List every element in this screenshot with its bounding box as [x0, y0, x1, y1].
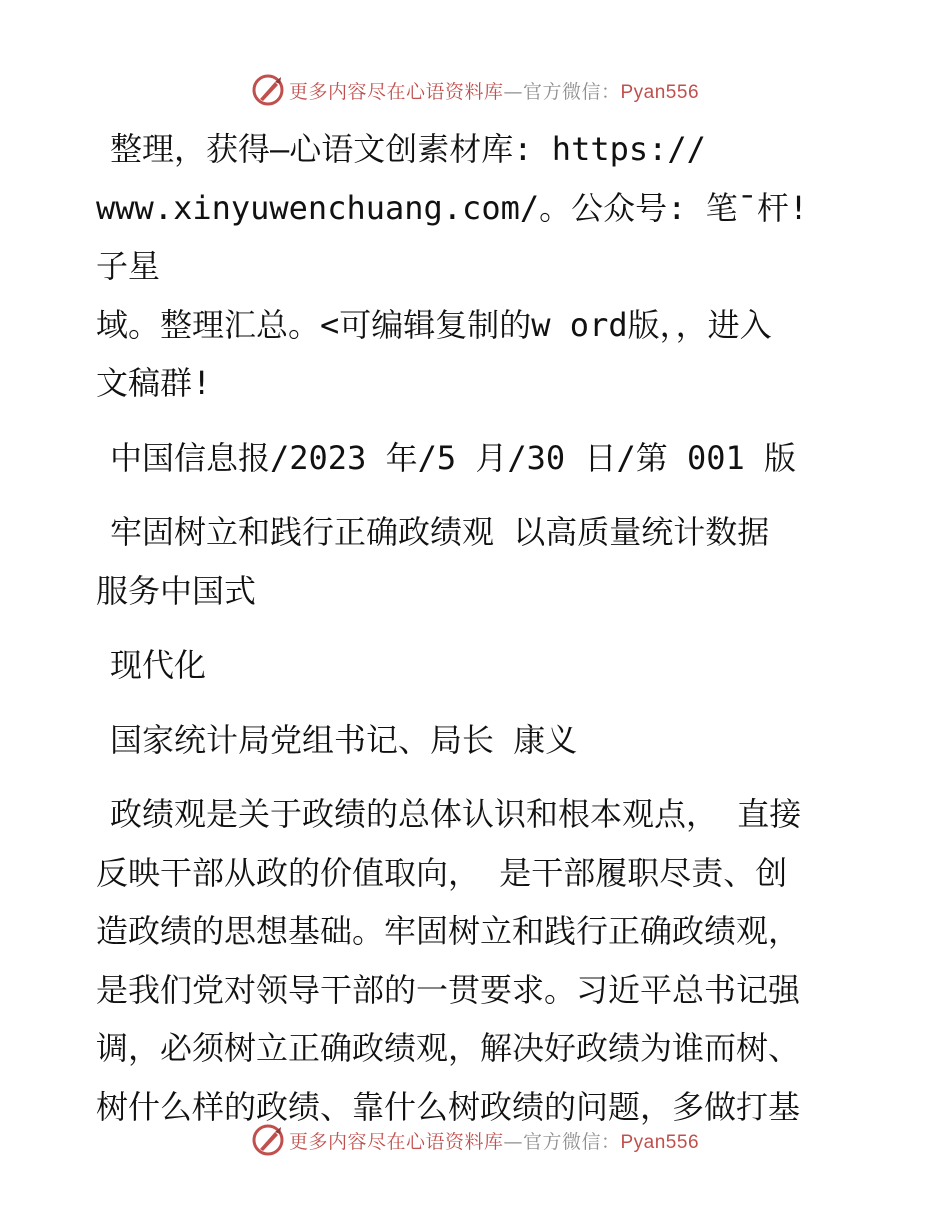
body-line-5: 调，必须树立正确政绩观，解决好政绩为谁而树、	[96, 1029, 801, 1067]
body-line-3: 造政绩的思想基础。牢固树立和践行正确政绩观，	[96, 912, 801, 950]
paragraph-gap	[96, 695, 856, 711]
intro-line-1: 整理，获得—心语文创素材库: https://	[110, 130, 706, 168]
paragraph-gap	[96, 413, 856, 429]
banner-wechat-id: Pyan556	[620, 1131, 700, 1153]
banner-brand-text: 更多内容尽在心语资料库	[288, 80, 504, 103]
paragraph-gap	[96, 620, 856, 636]
body-line-6: 树什么样的政绩、靠什么树政绩的问题，多做打基	[96, 1087, 801, 1126]
document-content	[96, 120, 856, 1136]
paragraph-gap	[96, 769, 856, 785]
intro-line-2: www.xinyuwenchuang.com/。公众号: 笔¯杆! 子星	[96, 188, 809, 285]
banner-text	[289, 1127, 699, 1154]
footer-banner	[0, 1120, 950, 1160]
banner-brand-text: 更多内容尽在心语资料库	[288, 1130, 504, 1153]
body-line-4: 是我们党对领导干部的一贯要求。习近平总书记强	[96, 970, 801, 1009]
paragraph-gap	[96, 487, 856, 503]
header-banner	[0, 70, 950, 110]
body-line-1: 政绩观是关于政绩的总体认识和根本观点， 直接	[110, 795, 802, 833]
headline-line-2: 服务中国式	[96, 571, 257, 610]
headline-line-3: 现代化	[110, 646, 207, 684]
quill-pen-in-circle-icon	[251, 1123, 285, 1157]
byline: 国家统计局党组书记、局长 康义	[110, 720, 578, 759]
banner-wechat-label: 官方微信：	[522, 1130, 621, 1153]
banner-wechat-id: Pyan556	[620, 81, 700, 103]
intro-line-3: 域。整理汇总。<可编辑复制的w ord版，，进入	[96, 305, 772, 344]
headline-line-1: 牢固树立和践行正确政绩观 以高质量统计数据	[110, 513, 770, 551]
quill-pen-in-circle-icon	[251, 73, 285, 107]
body-line-2: 反映干部从政的价值取向， 是干部履职尽责、创	[96, 853, 788, 892]
banner-text	[289, 77, 699, 104]
intro-line-4: 文稿群!	[96, 364, 212, 402]
banner-separator: —	[503, 1130, 523, 1153]
source-line: 中国信息报/2023 年/5 月/30 日/第 001 版	[110, 438, 797, 477]
banner-wechat-label: 官方微信：	[522, 80, 621, 103]
banner-separator: —	[503, 80, 523, 103]
